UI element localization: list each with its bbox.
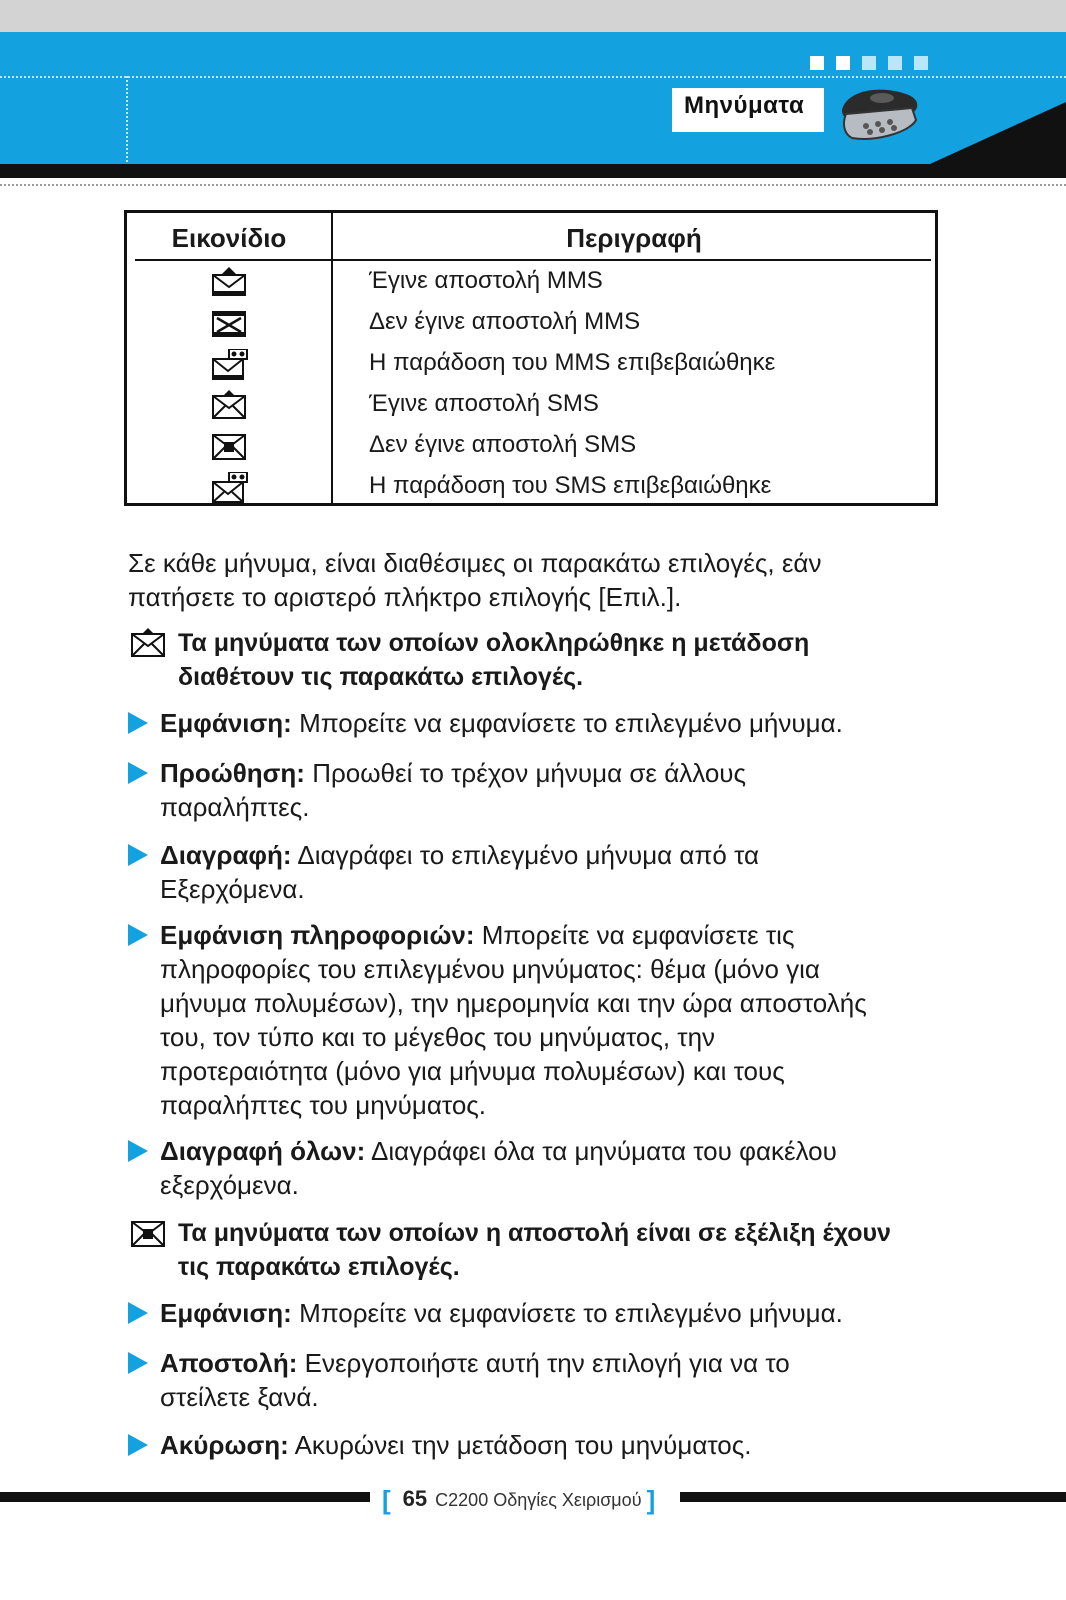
note-line: Τα μηνύματα των οποίων η αποστολή είναι σε εξέλιξη έχουν (178, 1219, 891, 1247)
option-term: Εμφάνιση: (160, 1298, 292, 1328)
intro-paragraph (128, 546, 928, 614)
option-text: Μπορείτε να εμφανίσετε το επιλεγμένο μήνυμα. (291, 1298, 843, 1328)
table-row (127, 304, 935, 345)
option-line (160, 1346, 920, 1380)
option-line: εξερχόμενα. (160, 1170, 299, 1200)
option-text: Διαγράφει το επιλεγμένο μήνυμα από τα (291, 840, 760, 870)
row-description: Δεν έγινε αποστολή SMS (369, 431, 637, 458)
option-line: παραλήπτες. (160, 792, 310, 822)
table-header-icon: Εικονίδιο (171, 223, 287, 253)
option-line: μήνυμα πολυμέσων), την ημερομηνία και την ώρα αποστολής (160, 988, 867, 1018)
option-text: Μπορείτε να εμφανίσετε το επιλεγμένο μήνυμα. (291, 708, 843, 738)
mms-delivered-icon (211, 349, 249, 381)
footer (382, 1482, 672, 1513)
option-text: Ενεργοποιήστε αυτή την επιλογή για να το (297, 1348, 790, 1378)
header-top-strip (0, 0, 1066, 32)
sms-not-sent-icon (211, 431, 247, 461)
row-description: Δεν έγινε αποστολή MMS (369, 308, 641, 335)
option-line: στείλετε ξανά. (160, 1382, 319, 1412)
option-line: προτεραιότητα (μόνο για μήνυμα πολυμέσων) και τους (160, 1056, 785, 1086)
sms-sent-icon (130, 628, 166, 658)
footer-bracket-close: ] (646, 1485, 656, 1515)
bullet-arrow-icon (128, 712, 148, 734)
icon-table (124, 210, 938, 506)
row-description: Έγινε αποστολή MMS (369, 267, 603, 294)
option-line (160, 1134, 920, 1168)
page-number: 65 (402, 1486, 428, 1511)
table-row (127, 263, 935, 304)
note-line: διαθέτουν τις παρακάτω επιλογές. (178, 663, 584, 691)
header-band (0, 32, 1066, 164)
table-header-rule (135, 259, 931, 261)
option-text: Διαγράφει όλα τα μηνύματα του φακέλου (365, 1136, 837, 1166)
option-line: παραλήπτες του μηνύματος. (160, 1090, 487, 1120)
option-term: Εμφάνιση πληροφοριών: (160, 920, 475, 950)
bullet-arrow-icon (128, 1434, 148, 1456)
manual-title: C2200 Οδηγίες Χειρισμού (435, 1490, 642, 1510)
bullet-arrow-icon (128, 1352, 148, 1374)
row-description: Η παράδοση του SMS επιβεβαιώθηκε (369, 472, 772, 499)
option-term: Ακύρωση: (160, 1430, 289, 1460)
row-description: Η παράδοση του MMS επιβεβαιώθηκε (369, 349, 776, 376)
bullet-arrow-icon (128, 1140, 148, 1162)
row-description: Έγινε αποστολή SMS (369, 390, 599, 417)
table-row (127, 427, 935, 468)
footer-bracket-open: [ (382, 1485, 391, 1515)
bullet-arrow-icon (128, 844, 148, 866)
option-line: Εξερχόμενα. (160, 874, 305, 904)
dotted-separator (0, 184, 1066, 186)
footer-rule-right (680, 1492, 1066, 1502)
footer-rule-left (0, 1492, 370, 1502)
option-line (160, 838, 920, 872)
phone-icon (836, 80, 922, 150)
section-title: Μηνύματα (684, 92, 805, 119)
header-bottom-bar (0, 164, 1066, 178)
intro-line: Σε κάθε μήνυμα, είναι διαθέσιμες οι παρακάτω επιλογές, εάν (128, 548, 822, 578)
option-term: Διαγραφή όλων: (160, 1136, 366, 1166)
option-term: Διαγραφή: (160, 840, 292, 870)
sms-delivered-icon (211, 472, 249, 504)
table-row (127, 468, 935, 509)
mms-sent-icon (211, 267, 247, 297)
sms-not-sent-icon (130, 1218, 166, 1248)
option-text: Προωθεί το τρέχον μήνυμα σε άλλους (304, 758, 747, 788)
option-line (160, 918, 920, 952)
bullet-arrow-icon (128, 924, 148, 946)
option-text: Ακυρώνει την μετάδοση του μηνύματος. (288, 1430, 752, 1460)
option-line (160, 1296, 920, 1330)
option-line (160, 1428, 920, 1462)
option-line (160, 756, 920, 790)
option-line (160, 706, 920, 740)
option-term: Αποστολή: (160, 1348, 298, 1378)
option-term: Εμφάνιση: (160, 708, 292, 738)
bullet-arrow-icon (128, 1302, 148, 1324)
option-line: πληροφορίες του επιλεγμένου μηνύματος: θέμα (μόνο για (160, 954, 820, 984)
option-term: Προώθηση: (160, 758, 305, 788)
mms-not-sent-icon (211, 308, 247, 338)
option-line: του, τον τύπο και το μέγεθος του μηνύματος, την (160, 1022, 716, 1052)
note-line: τις παρακάτω επιλογές. (178, 1253, 460, 1281)
table-header-description: Περιγραφή (566, 223, 702, 253)
table-row (127, 345, 935, 386)
sms-sent-icon (211, 390, 247, 420)
note-line: Τα μηνύματα των οποίων ολοκληρώθηκε η μετάδοση (178, 629, 810, 657)
bullet-arrow-icon (128, 762, 148, 784)
table-row (127, 386, 935, 427)
option-text: Μπορείτε να εμφανίσετε τις (474, 920, 795, 950)
intro-line: πατήσετε το αριστερό πλήκτρο επιλογής [Επιλ.]. (128, 582, 682, 612)
